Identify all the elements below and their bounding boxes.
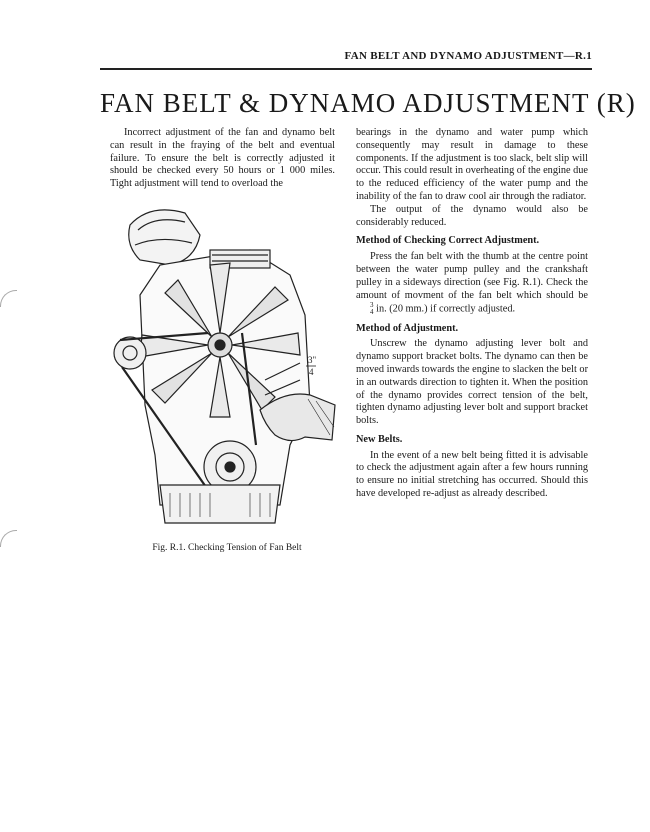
punch-hole-mark-top <box>0 290 17 307</box>
header-rule <box>100 68 592 70</box>
dimension-label-num: 3" <box>308 355 317 365</box>
section-text-checking <box>356 251 588 316</box>
page-title: FAN BELT & DYNAMO ADJUSTMENT (R) <box>100 88 636 118</box>
section-heading-new-belts: New Belts. <box>356 433 403 445</box>
running-head: FAN BELT AND DYNAMO ADJUSTMENT—R.1 <box>344 50 592 62</box>
dimension-label-den: 4 <box>309 367 314 377</box>
right-column <box>356 127 588 501</box>
engine-drawing <box>100 205 345 535</box>
fraction-three-quarters <box>356 302 374 316</box>
fraction-den: 4 <box>370 308 374 317</box>
section-text-adjustment: Unscrew the dynamo adjusting lever bolt and dynamo support bracket bolts. The dynamo can then be moved inwards towards the engine to slacken the belt or in an outwards direction to tighten it. When the position of the dynamo provides correct tension of the belt, tighten dynamo adjusting lever bolt and support bracket bolts. <box>356 338 588 427</box>
section-heading-checking: Method of Checking Correct Adjustment. <box>356 235 540 247</box>
engine-illustration <box>100 205 345 535</box>
section-text-new-belts: In the event of a new belt being fitted it is advisable to check the adjustment again after a few hours running to ensure no initial stretching has occurred. Should this have developed re-adjust as already described. <box>356 449 588 500</box>
output-note: The output of the dynamo would also be considerably reduced. <box>356 203 588 228</box>
section-heading-adjustment: Method of Adjustment. <box>356 322 459 334</box>
intro-continued: bearings in the dynamo and water pump which consequently may result in damage to these components. If the adjustment is too slack, belt slip will occur. This could result in overheating of the engine due to the reduced efficiency of the water pump and the inability of the fan to draw cool air through the radiator. <box>356 127 588 202</box>
fraction-num: 3 <box>370 301 374 310</box>
punch-hole-mark-bottom <box>0 530 17 547</box>
left-column <box>110 127 335 191</box>
checking-text-before: Press the fan belt with the thumb at the centre point between the water pump pulley and the crankshaft pulley in a sideways direction (see Fig. R.1). Check the amount of movment of the fan belt which should be <box>356 251 588 301</box>
figure-caption: Fig. R.1. Checking Tension of Fan Belt <box>152 543 302 553</box>
checking-text-after: in. (20 mm.) if correctly adjusted. <box>376 303 516 315</box>
intro-paragraph: Incorrect adjustment of the fan and dynamo belt can result in the fraying of the belt and eventual failure. To ensure the belt is correctly adjusted it should be checked every 50 hours or 1 000 miles. Tight adjustment will tend to overload the <box>110 127 335 190</box>
